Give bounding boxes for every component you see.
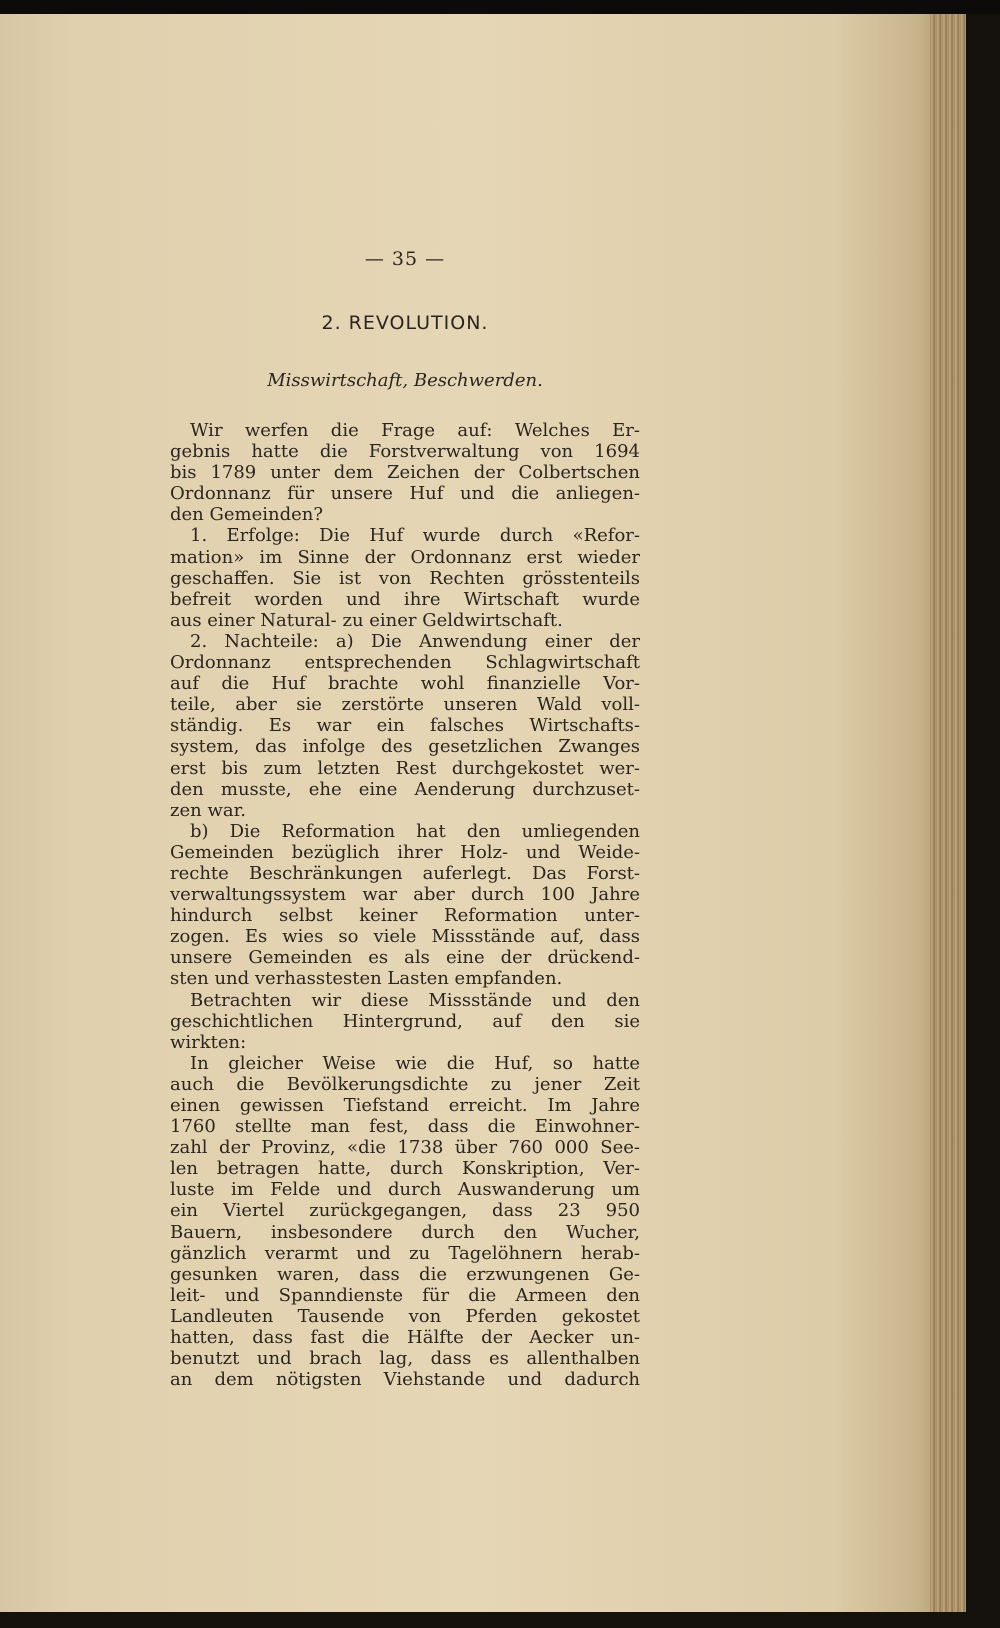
body-text bbox=[170, 420, 640, 1390]
text-line: ein Viertel zurückgegangen, dass 23 950 bbox=[170, 1200, 640, 1222]
text-line: Ordonnanz für unsere Huf und die anliegen- bbox=[170, 483, 640, 505]
text-line: system, das infolge des gesetzlichen Zwanges bbox=[170, 736, 640, 758]
chapter-title: 2. REVOLUTION. bbox=[321, 312, 489, 334]
text-line: luste im Felde und durch Auswanderung um bbox=[170, 1179, 640, 1201]
text-line: benutzt und brach lag, dass es allenthalben bbox=[170, 1348, 640, 1370]
text-line: teile, aber sie zerstörte unseren Wald voll- bbox=[170, 694, 640, 716]
text-line: auch die Bevölkerungsdichte zu jener Zeit bbox=[170, 1073, 640, 1095]
text-line: zen war. bbox=[170, 799, 246, 821]
text-line: sten und verhasstesten Lasten empfanden. bbox=[170, 968, 563, 990]
text-line: hindurch selbst keiner Reformation unter- bbox=[170, 905, 640, 927]
text-line: den Gemeinden? bbox=[170, 504, 324, 526]
text-line: Bauern, insbesondere durch den Wucher, bbox=[170, 1221, 640, 1243]
text-line: In gleicher Weise wie die Huf, so hatte bbox=[190, 1052, 640, 1074]
page-edges bbox=[930, 14, 970, 1614]
text-line: unsere Gemeinden es als eine der drückend- bbox=[170, 947, 640, 969]
text-line: bis 1789 unter dem Zeichen der Colbertschen bbox=[170, 462, 640, 484]
text-line: geschichtlichen Hintergrund, auf den sie bbox=[170, 1010, 640, 1032]
text-line: wirkten: bbox=[170, 1031, 247, 1053]
text-line: befreit worden und ihre Wirtschaft wurde bbox=[170, 588, 640, 610]
text-line: geschaffen. Sie ist von Rechten grösstenteils bbox=[170, 567, 640, 589]
text-line: Wir werfen die Frage auf: Welches Er- bbox=[190, 420, 640, 441]
text-line: zogen. Es wies so viele Missstände auf, dass bbox=[170, 926, 640, 948]
text-line: erst bis zum letzten Rest durchgekostet wer- bbox=[170, 757, 640, 779]
text-line: rechte Beschränkungen auferlegt. Das Forst- bbox=[170, 862, 640, 884]
text-line: Gemeinden bezüglich ihrer Holz- und Weide- bbox=[170, 841, 640, 863]
text-line: leit- und Spanndienste für die Armeen den bbox=[170, 1284, 640, 1306]
text-line: Ordonnanz entsprechenden Schlagwirtschaft bbox=[170, 652, 640, 674]
text-line: hatten, dass fast die Hälfte der Aecker un- bbox=[170, 1327, 640, 1349]
scan-border-bottom bbox=[0, 1612, 1000, 1628]
text-line: 1. Erfolge: Die Huf wurde durch «Refor- bbox=[190, 525, 640, 547]
text-line: einen gewissen Tiefstand erreicht. Im Jahre bbox=[170, 1095, 640, 1116]
text-line: den musste, ehe eine Aenderung durchzuset- bbox=[170, 778, 640, 800]
text-line: b) Die Reformation hat den umliegenden bbox=[190, 820, 640, 842]
text-line: verwaltungssystem war aber durch 100 Jahre bbox=[170, 884, 640, 906]
scan-border-right bbox=[966, 14, 1000, 1628]
text-line: len betragen hatte, durch Konskription, Ver- bbox=[170, 1158, 640, 1180]
text-line: Landleuten Tausende von Pferden gekostet bbox=[170, 1305, 640, 1327]
text-line: mation» im Sinne der Ordonnanz erst wieder bbox=[170, 546, 640, 568]
section-subtitle: Misswirtschaft, Beschwerden. bbox=[267, 370, 543, 391]
text-line: ständig. Es war ein falsches Wirtschafts- bbox=[170, 715, 640, 737]
text-line: Betrachten wir diese Missstände und den bbox=[190, 989, 640, 1011]
text-line: auf die Huf brachte wohl finanzielle Vor- bbox=[170, 673, 640, 695]
text-line: gebnis hatte die Forstverwaltung von 1694 bbox=[170, 441, 640, 463]
text-line: gesunken waren, dass die erzwungenen Ge- bbox=[170, 1263, 640, 1285]
text-line: gänzlich verarmt und zu Tagelöhnern herab- bbox=[170, 1242, 640, 1264]
text-line: an dem nötigsten Viehstande und dadurch bbox=[170, 1369, 640, 1391]
page-number: — 35 — bbox=[364, 248, 446, 270]
text-line: 1760 stellte man fest, dass die Einwohner- bbox=[170, 1116, 640, 1138]
text-line: zahl der Provinz, «die 1738 über 760 000 See- bbox=[170, 1137, 640, 1159]
text-line: aus einer Natural- zu einer Geldwirtschaft. bbox=[170, 609, 563, 631]
text-line: 2. Nachteile: a) Die Anwendung einer der bbox=[190, 630, 640, 652]
